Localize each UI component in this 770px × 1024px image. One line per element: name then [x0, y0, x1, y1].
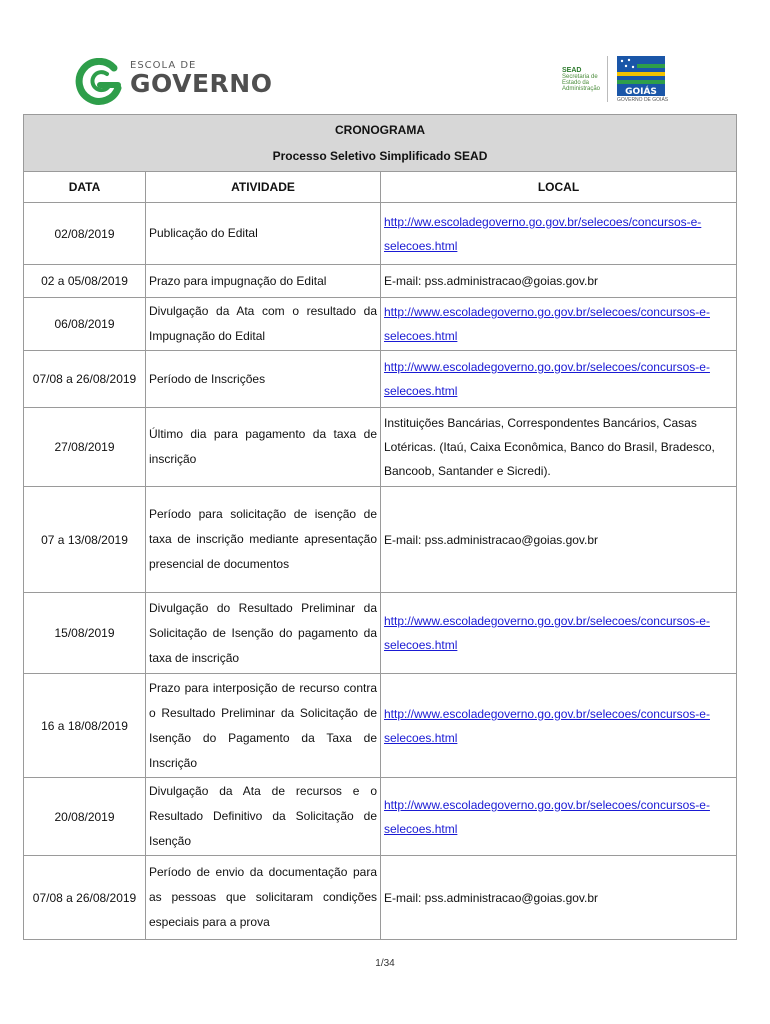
activity-cell: Publicação do Edital — [146, 203, 381, 265]
local-link[interactable]: http://www.escoladegoverno.go.gov.br/selecoes/concursos-e-selecoes.html — [384, 614, 710, 652]
table-row — [24, 856, 737, 940]
activity-cell: Divulgação da Ata com o resultado da Impugnação do Edital — [146, 298, 381, 351]
date-cell: 15/08/2019 — [24, 593, 146, 674]
date-cell: 07/08 a 26/08/2019 — [24, 856, 146, 940]
activity-cell: Divulgação do Resultado Preliminar da Solicitação de Isenção do pagamento da taxa de inscrição — [146, 593, 381, 674]
date-cell: 20/08/2019 — [24, 778, 146, 856]
column-header-activity: ATIVIDADE — [146, 172, 381, 203]
local-cell: E-mail: pss.administracao@goias.gov.br — [381, 487, 737, 593]
local-cell: E-mail: pss.administracao@goias.gov.br — [381, 856, 737, 940]
date-cell: 02/08/2019 — [24, 203, 146, 265]
page-number: 1/34 — [375, 958, 395, 969]
local-cell — [381, 778, 737, 856]
local-cell — [381, 593, 737, 674]
local-cell — [381, 351, 737, 408]
activity-cell: Período de envio da documentação para as pessoas que solicitaram condições especiais para a prova — [146, 856, 381, 940]
schedule-table — [23, 114, 737, 940]
date-cell: 16 a 18/08/2019 — [24, 674, 146, 778]
activity-cell: Prazo para interposição de recurso contra o Resultado Preliminar da Solicitação de Isenção do Pagamento da Taxa de Inscrição — [146, 674, 381, 778]
goias-flag-icon — [617, 56, 665, 96]
activity-cell: Prazo para impugnação do Edital — [146, 265, 381, 298]
activity-cell: Divulgação da Ata de recursos e o Resultado Definitivo da Solicitação de Isenção — [146, 778, 381, 856]
table-row — [24, 487, 737, 593]
logo-big-text: GOVERNO — [130, 69, 273, 98]
table-row — [24, 265, 737, 298]
sead-line: Estado da — [562, 80, 590, 86]
table-row — [24, 778, 737, 856]
sead-line: Secretaria de — [562, 74, 598, 80]
escola-de-governo-g-icon — [74, 58, 126, 106]
escola-de-governo-logo — [74, 58, 273, 108]
column-header-local: LOCAL — [381, 172, 737, 203]
date-cell: 07/08 a 26/08/2019 — [24, 351, 146, 408]
column-header-date: DATA — [24, 172, 146, 203]
sead-title: SEAD — [562, 67, 582, 74]
date-cell: 27/08/2019 — [24, 408, 146, 487]
local-cell — [381, 674, 737, 778]
table-row — [24, 203, 737, 265]
table-row — [24, 408, 737, 487]
date-cell: 06/08/2019 — [24, 298, 146, 351]
local-link[interactable]: http://www.escoladegoverno.go.gov.br/selecoes/concursos-e-selecoes.html — [384, 305, 710, 343]
activity-cell: Período de Inscrições — [146, 351, 381, 408]
goias-text: GOIÁS — [625, 87, 657, 96]
sead-logo — [562, 68, 600, 92]
logo-small-text: ESCOLA DE — [130, 60, 197, 71]
local-cell — [381, 298, 737, 351]
table-row — [24, 351, 737, 408]
local-cell — [381, 203, 737, 265]
activity-cell: Último dia para pagamento da taxa de inscrição — [146, 408, 381, 487]
table-row — [24, 298, 737, 351]
local-link[interactable]: http://ww.escoladegoverno.go.gov.br/selecoes/concursos-e-selecoes.html — [384, 214, 702, 253]
table-body — [24, 203, 737, 940]
table-title-cell — [24, 115, 737, 172]
sead-goias-logo — [556, 54, 671, 104]
local-link[interactable]: http://www.escoladegoverno.go.gov.br/selecoes/concursos-e-selecoes.html — [384, 706, 710, 745]
local-link[interactable]: http://www.escoladegoverno.go.gov.br/selecoes/concursos-e-selecoes.html — [384, 360, 710, 398]
goias-caption: GOVERNO DE GOIÁS — [617, 97, 669, 103]
table-row — [24, 674, 737, 778]
date-cell: 07 a 13/08/2019 — [24, 487, 146, 593]
table-subtitle: Processo Seletivo Simplificado SEAD — [272, 149, 488, 163]
logo-divider — [607, 56, 608, 102]
sead-line: Administração — [562, 86, 601, 92]
local-cell: E-mail: pss.administracao@goias.gov.br — [381, 265, 737, 298]
table-title: CRONOGRAMA — [335, 123, 425, 137]
activity-cell: Período para solicitação de isenção de taxa de inscrição mediante apresentação presencial de documentos — [146, 487, 381, 593]
table-row — [24, 593, 737, 674]
date-cell: 02 a 05/08/2019 — [24, 265, 146, 298]
local-cell: Instituições Bancárias, Correspondentes Bancários, Casas Lotéricas. (Itaú, Caixa Econômica, Banco do Brasil, Bradesco, Bancoob, Santander e Sicredi). — [381, 408, 737, 487]
local-link[interactable]: http://www.escoladegoverno.go.gov.br/selecoes/concursos-e-selecoes.html — [384, 797, 710, 836]
